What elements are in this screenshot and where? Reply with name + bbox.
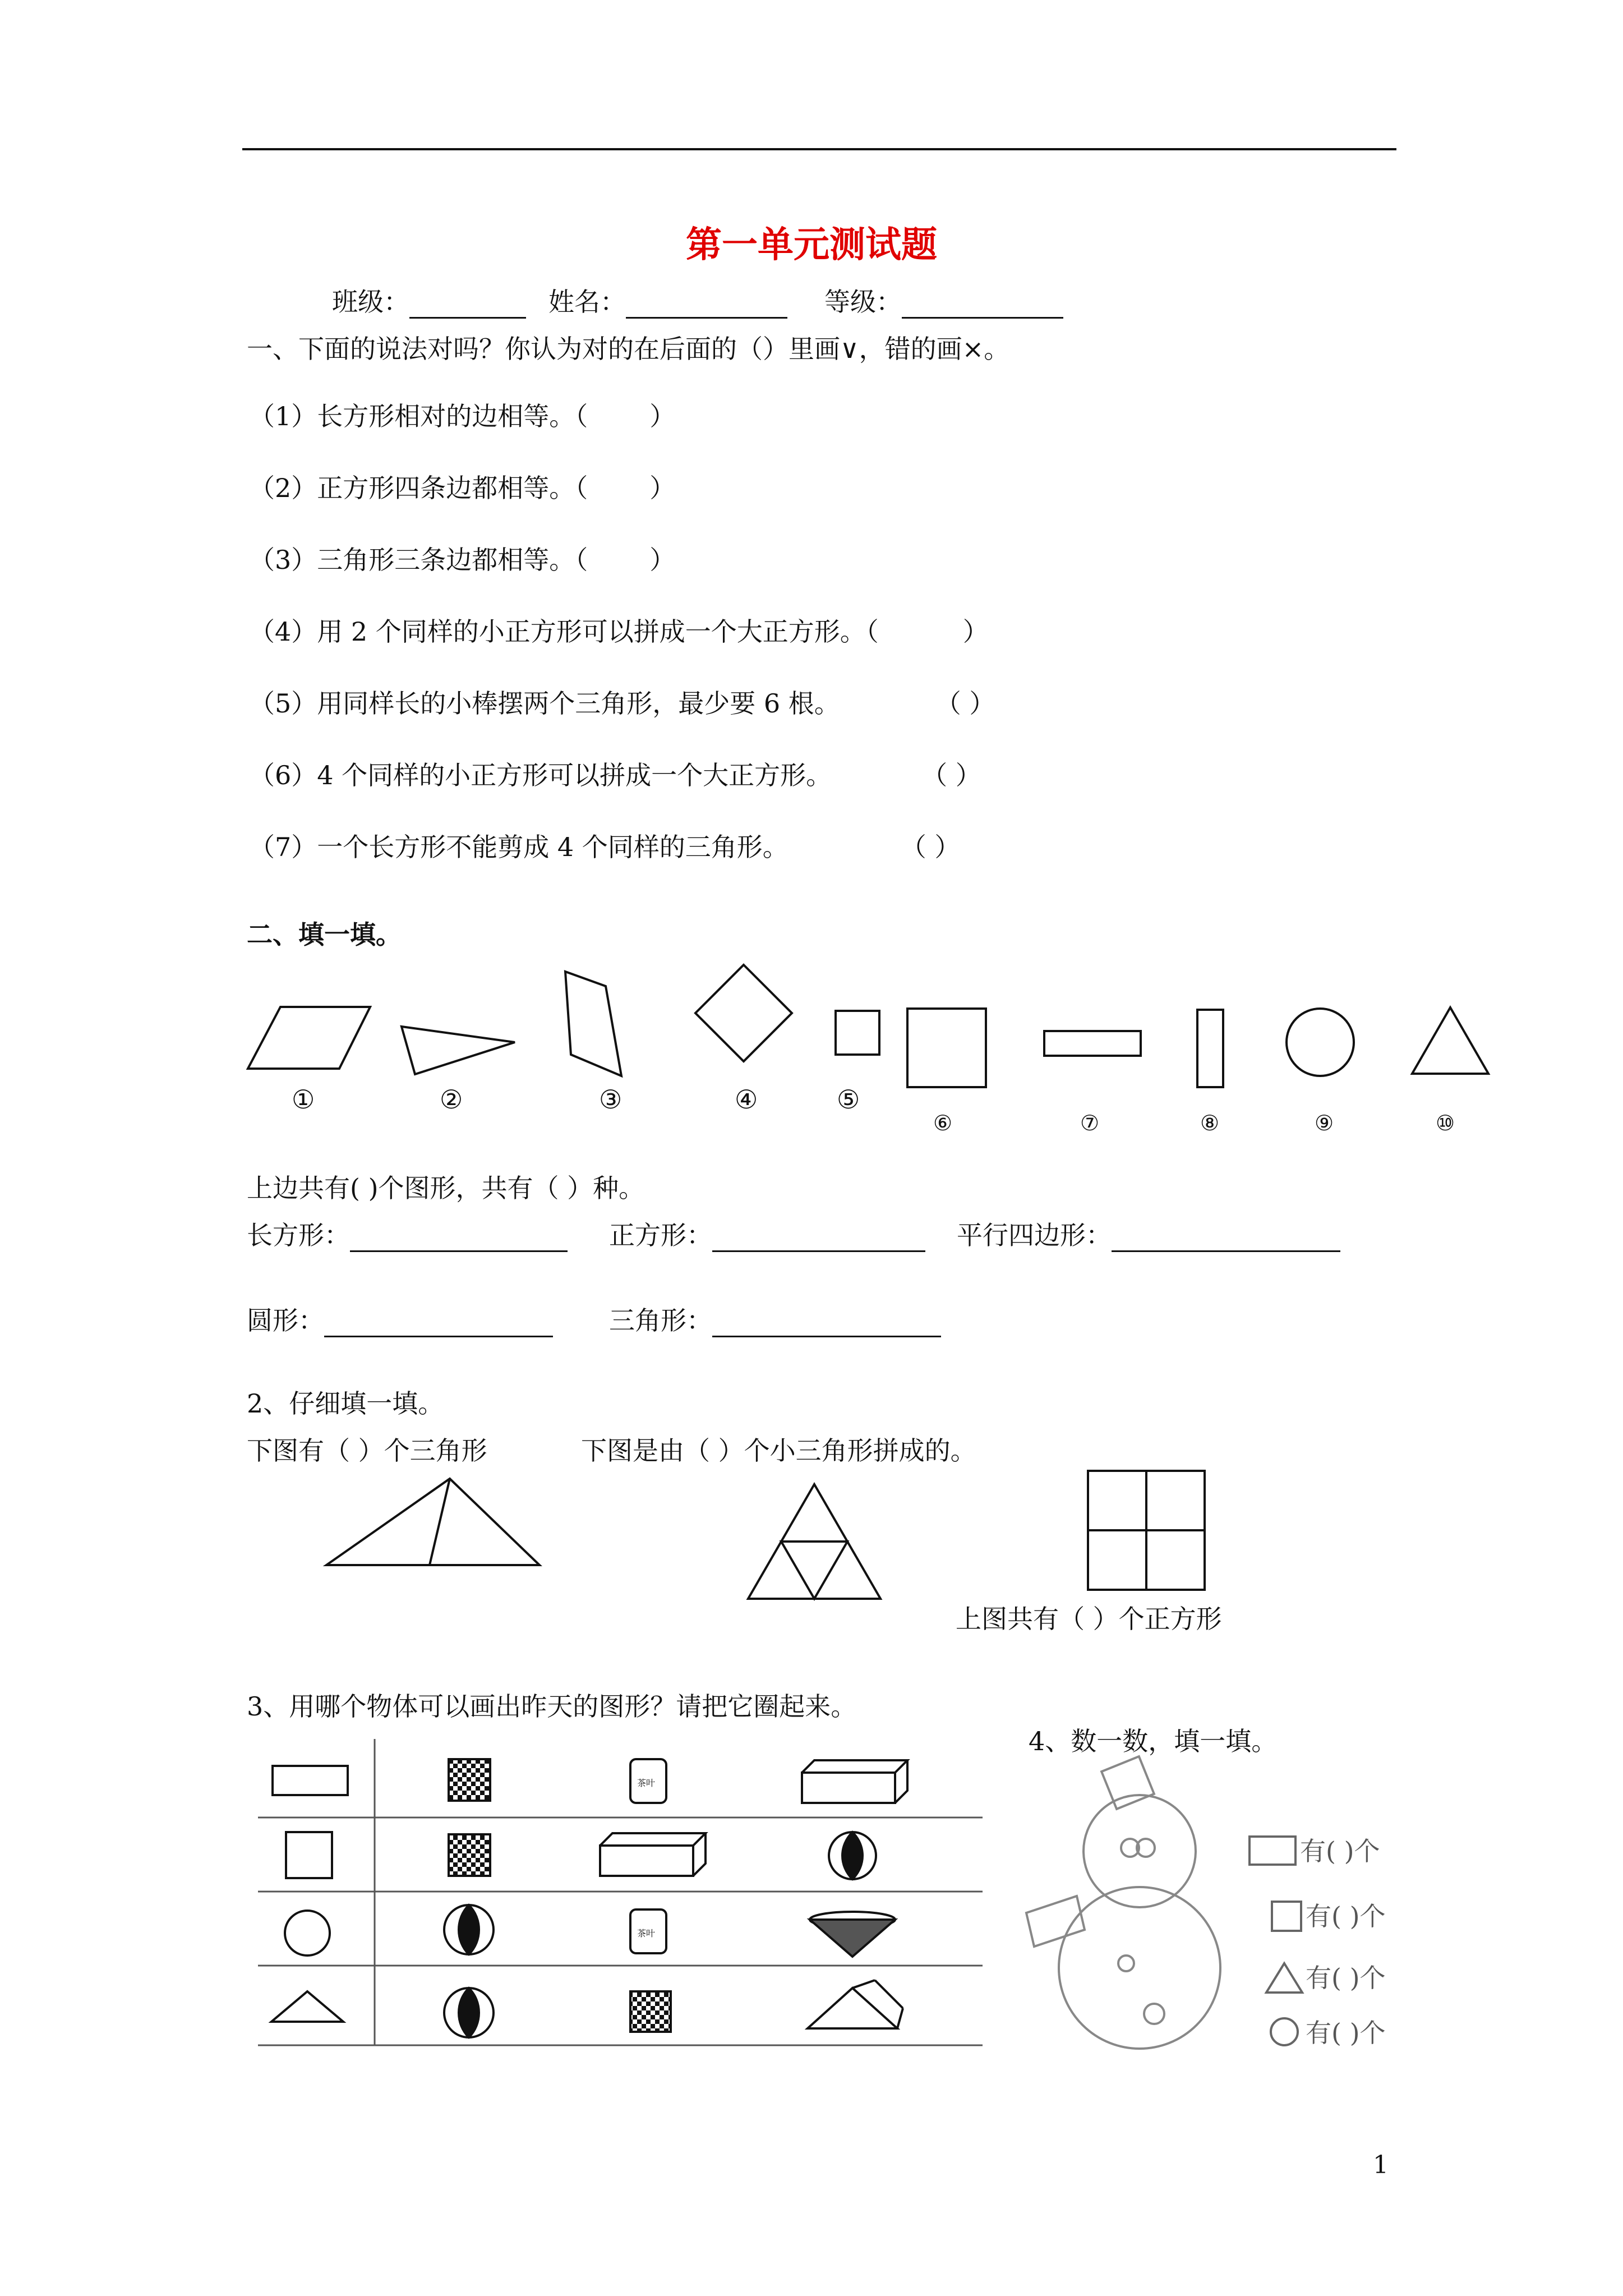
square-field: 正方形： [609,1218,925,1252]
shape-label-7: ⑦ [1080,1111,1100,1135]
s1-item-6: （6）4 个同样的小正方形可以拼成一个大正方形。 （ ） [249,760,981,790]
q4-heading: 4、数一数，填一填。 [1029,1726,1278,1756]
q4-row-circle: 有( )个 [1306,2018,1386,2048]
q4-row-triangle: 有( )个 [1306,1963,1386,1993]
s1-item-5: （5）用同样长的小棒摆两个三角形，最少要 6 根。 （ ） [249,688,995,719]
shape-label-3: ③ [599,1084,623,1115]
s1-item-1: （1）长方形相对的边相等。（ ） [249,401,676,431]
q3-heading: 3、用哪个物体可以画出昨天的图形？请把它圈起来。 [247,1691,857,1722]
q4-row-square: 有( )个 [1306,1901,1386,1931]
rect-count-icon [1249,1837,1295,1865]
shape-label-10: ⑩ [1436,1111,1455,1135]
parallelogram-field: 平行四边形： [957,1218,1340,1252]
shape-label-2: ② [440,1084,463,1115]
shape-label-9: ⑨ [1315,1111,1334,1135]
q2-square-text: 上图共有（ ）个正方形 [956,1604,1222,1634]
shape-label-4: ④ [735,1084,758,1115]
tea-can-label: 茶叶 [637,1928,656,1939]
shape-label-6: ⑥ [933,1111,953,1135]
shape-label-1: ① [292,1084,315,1115]
page-number: 1 [1373,2151,1389,2179]
shape-label-5: ⑤ [837,1084,860,1115]
triangle-field: 三角形： [609,1304,941,1337]
triangle-count-icon [1266,1963,1302,1993]
q2-left-text: 下图有（ ）个三角形 [247,1435,487,1466]
section2-heading: 二、填一填。 [247,919,402,950]
grade-label: 等级： [824,287,902,317]
shape-label-8: ⑧ [1200,1111,1220,1135]
class-label: 班级： [332,287,409,317]
circle-count-icon [1271,2018,1298,2045]
s1-item-7: （7）一个长方形不能剪成 4 个同样的三角形。 （ ） [249,832,961,862]
shape-count-line: 上边共有( )个图形，共有（ ）种。 [247,1173,645,1203]
s1-item-3: （3）三角形三条边都相等。（ ） [249,545,676,575]
circle-field: 圆形： [247,1304,553,1337]
rect-field: 长方形： [247,1218,568,1252]
q4-row-rect: 有( )个 [1300,1836,1380,1866]
square-count-icon [1272,1902,1301,1931]
section1-heading: 一、下面的说法对吗？你认为对的在后面的（）里画∨，错的画×。 [247,334,1010,364]
q2-right-text: 下图是由（ ）个小三角形拼成的。 [581,1435,976,1466]
q2-heading: 2、仔细填一填。 [247,1388,444,1419]
s1-item-4: （4）用 2 个同样的小正方形可以拼成一个大正方形。（ ） [249,616,989,647]
page-title: 第一单元测试题 [686,224,937,266]
name-label: 姓名： [548,287,626,317]
tea-can-label: 茶叶 [637,1778,656,1788]
s1-item-2: （2）正方形四条边都相等。（ ） [249,473,676,503]
